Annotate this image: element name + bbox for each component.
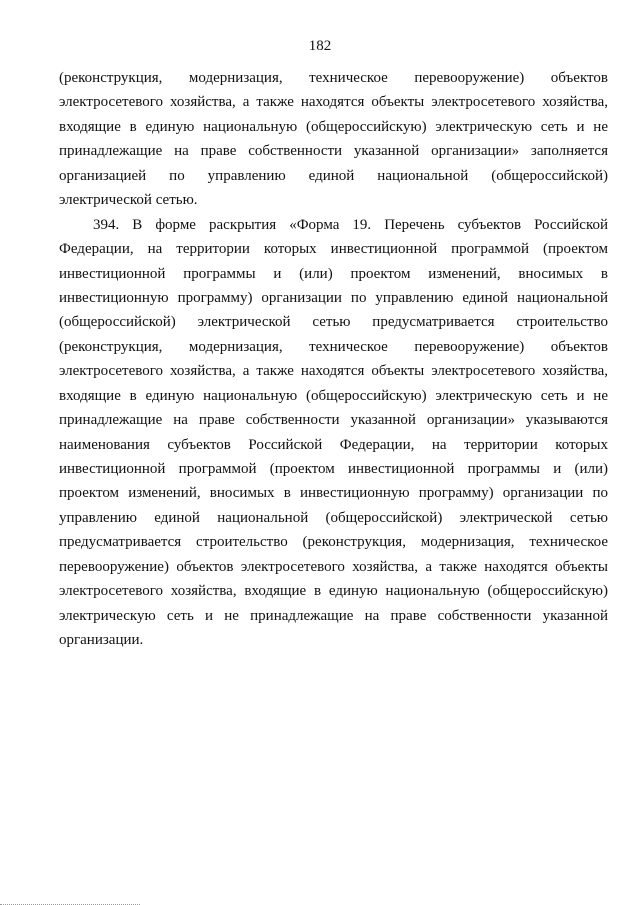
- text-line: проектом изменений, вносимых в инвестиционную программу) организации по: [59, 485, 608, 502]
- page-number: 182: [308, 38, 332, 54]
- text-line: принадлежащие на праве собственности указанной организации» заполняется: [59, 143, 608, 160]
- body-text: [59, 66, 608, 653]
- text-line: организации.: [59, 632, 144, 649]
- text-line: управлению единой национальной (общероссийской) электрической сетью: [59, 509, 608, 526]
- text-line: (реконструкция, модернизация, техническое перевооружение) объектов: [59, 70, 608, 86]
- text-line: электросетевого хозяйства, а также находятся объекты электросетевого хозяйства,: [59, 363, 608, 380]
- paragraph-start-line: 394. В форме раскрытия «Форма 19. Перечень субъектов Российской: [93, 216, 608, 233]
- text-line: инвестиционной программы и (или) проектом изменений, вносимых в: [59, 265, 608, 282]
- text-line: инвестиционной программой (проектом инвестиционной программы и (или): [59, 461, 608, 477]
- text-line: (общероссийской) электрической сетью предусматривается строительство: [59, 314, 608, 331]
- text-line: предусматривается строительство (реконструкция, модернизация, техническое: [59, 534, 608, 551]
- text-line: наименования субъектов Российской Федерации, на территории которых: [59, 436, 608, 453]
- text-line: принадлежащие на праве собственности указанной организации» указываются: [59, 412, 608, 429]
- text-line: перевооружение) объектов электросетевого хозяйства, а также находятся объекты: [59, 558, 608, 575]
- text-line: электросетевого хозяйства, входящие в единую национальную (общероссийскую): [59, 583, 608, 600]
- text-line: организацией по управлению единой национальной (общероссийской): [59, 167, 608, 184]
- text-line: (реконструкция, модернизация, техническое перевооружение) объектов: [59, 338, 608, 355]
- text-line: электросетевого хозяйства, а также находятся объекты электросетевого хозяйства,: [59, 94, 608, 111]
- text-line: инвестиционную программу) организации по управлению единой национальной: [59, 289, 608, 306]
- text-line: входящие в единую национальную (общероссийскую) электрическую сеть и не: [59, 387, 608, 404]
- text-line: входящие в единую национальную (общероссийскую) электрическую сеть и не: [59, 118, 608, 135]
- text-line: электрической сетью.: [59, 192, 198, 209]
- text-line: электрическую сеть и не принадлежащие на праве собственности указанной: [59, 607, 608, 624]
- text-line: Федерации, на территории которых инвестиционной программой (проектом: [59, 241, 608, 258]
